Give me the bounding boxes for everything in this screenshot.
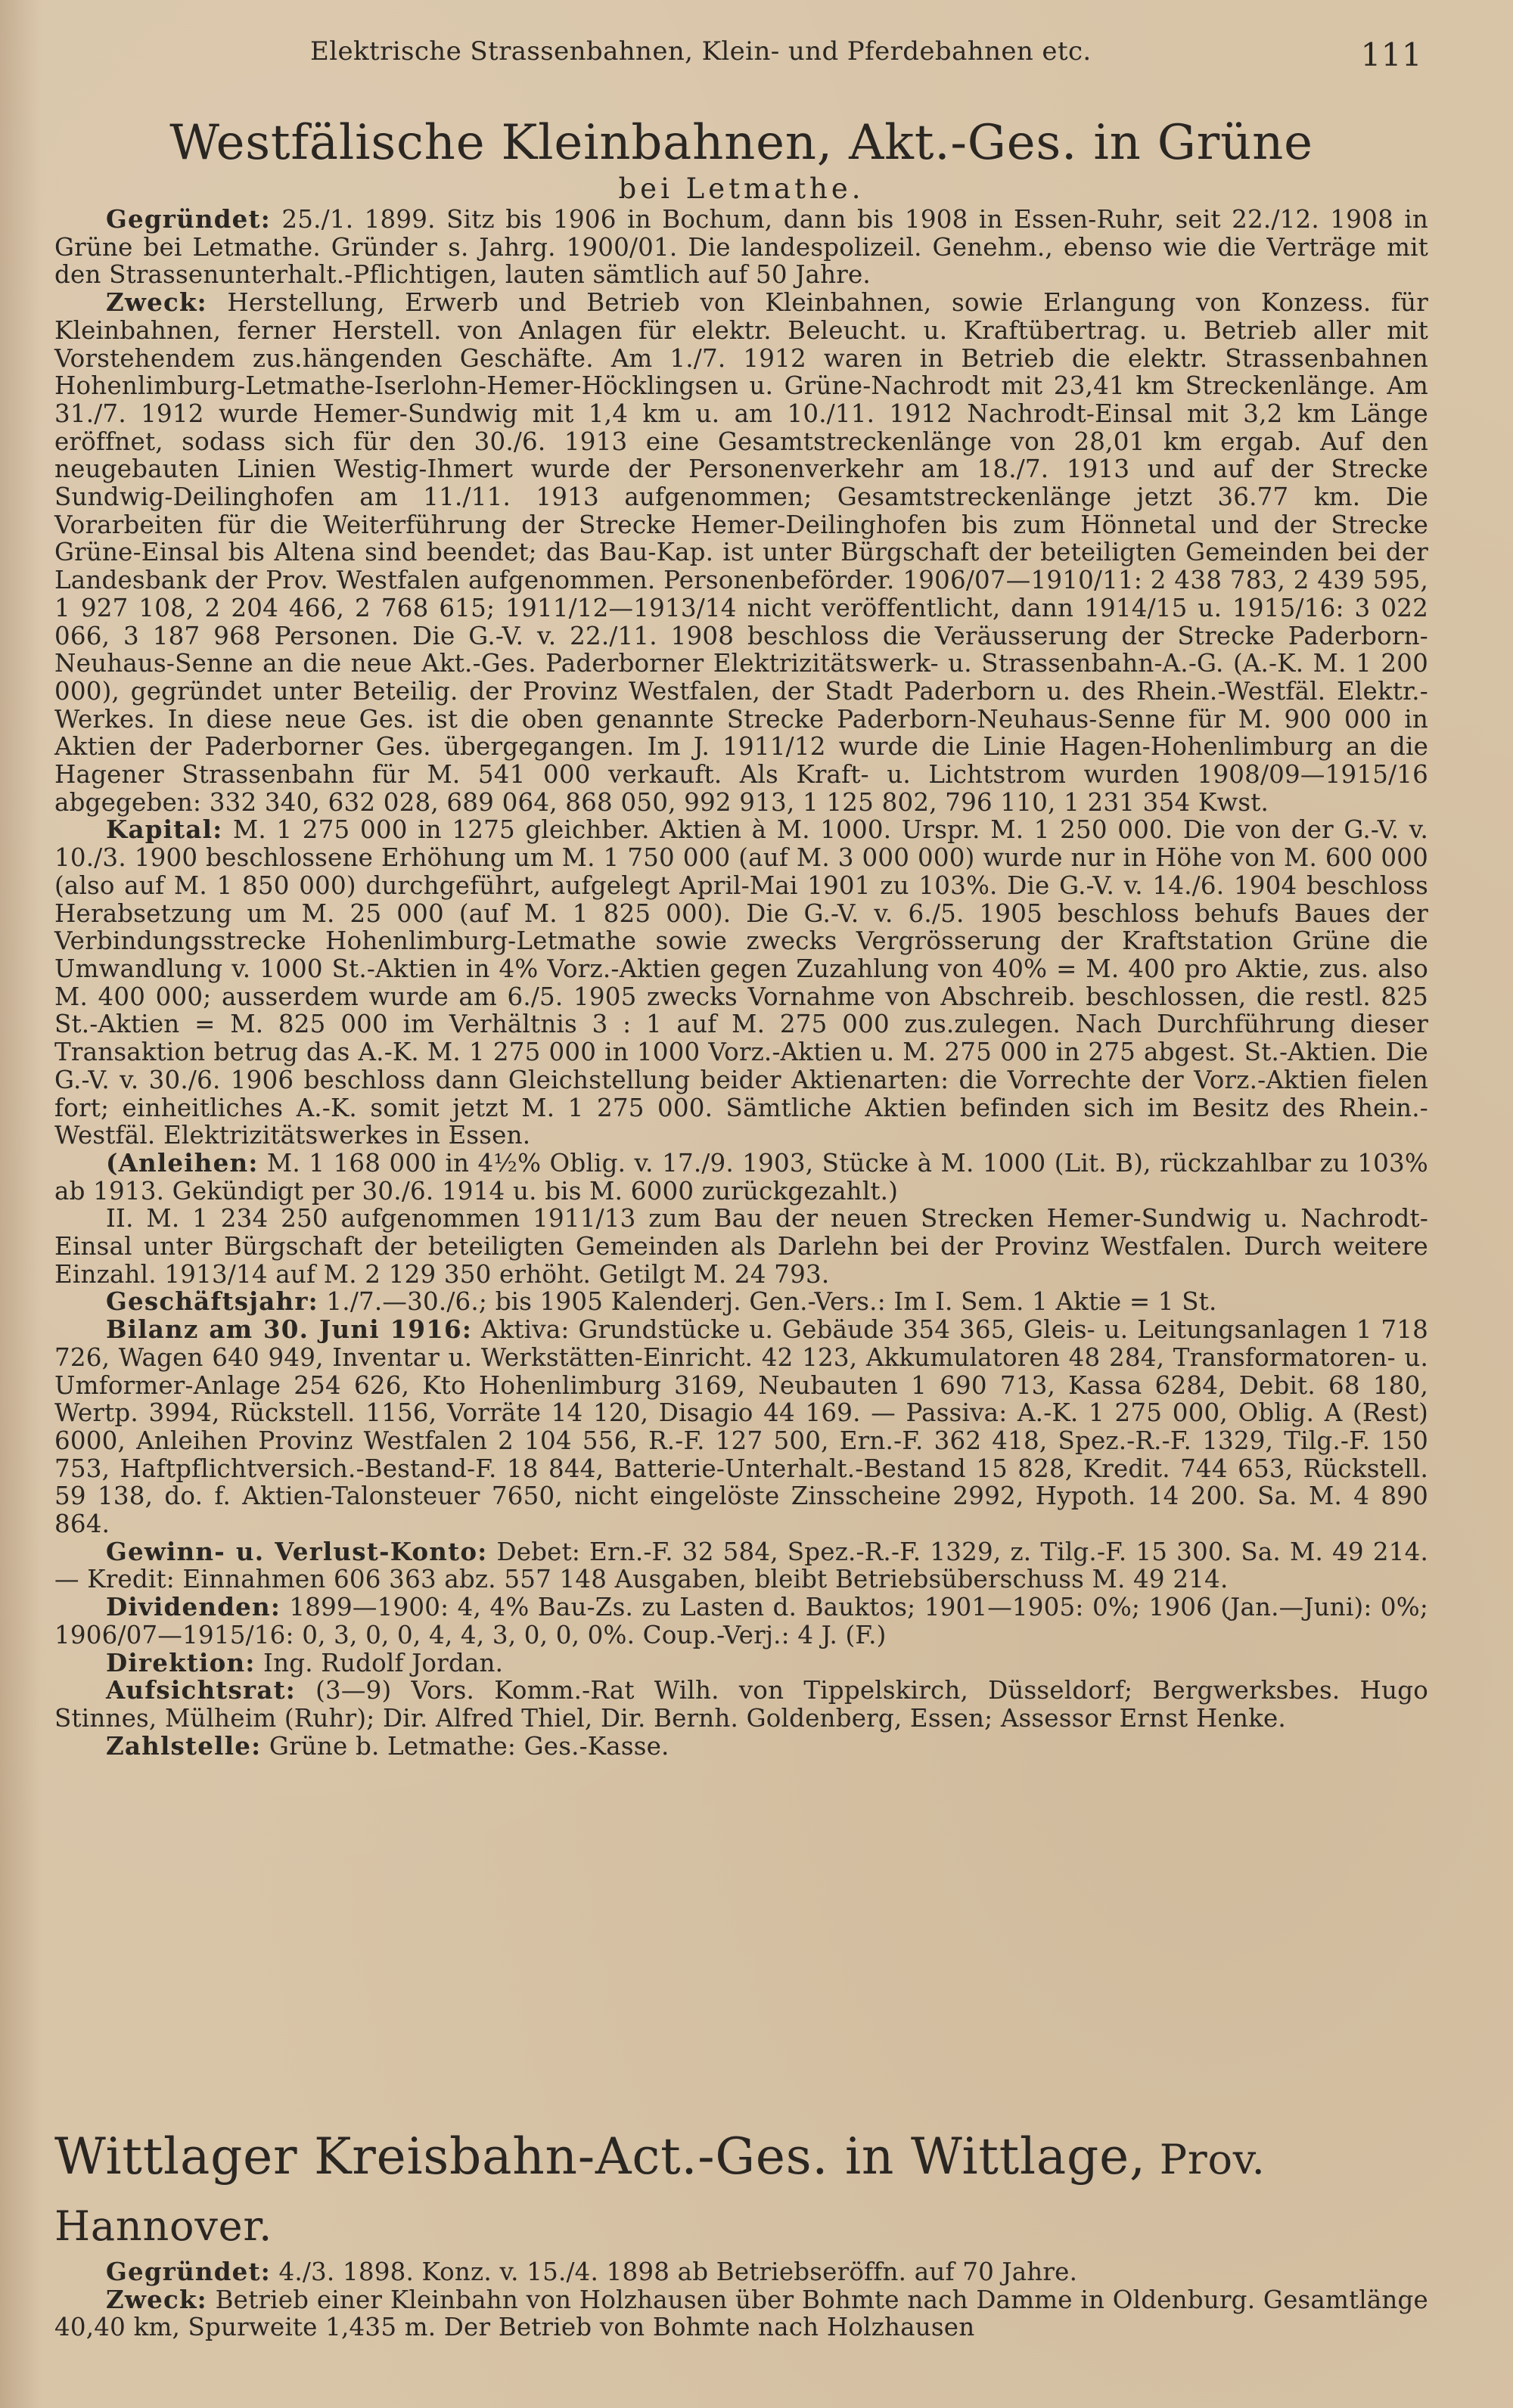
para-bilanz [54, 1316, 1428, 1538]
entry-title [54, 2125, 1428, 2258]
entry-title-suffix: Prov. Hannover. [54, 2136, 1266, 2250]
para-anleihen [54, 1147, 1428, 1206]
para-aufsichtsrat [54, 1677, 1428, 1732]
section-label: Zahlstelle: [106, 1730, 262, 1761]
section-text: (3—9) Vors. Komm.-Rat Wilh. von Tippelskirch, Düsseldorf; Bergwerksbes. Hugo Stinnes, Mülheim (Ruhr); Dir. Alfred Thiel, Dir. Bernh. Goldenberg, Essen; Assessor Ernst Henke. [54, 1676, 1428, 1733]
para-zahlstelle [54, 1730, 1428, 1761]
entry-subtitle: bei Letmathe. [618, 172, 865, 205]
section-label: (Anleihen: [106, 1147, 259, 1178]
section-text: Betrieb einer Kleinbahn von Holzhausen über Bohmte nach Damme in Oldenburg. Gesamtlänge 40,40 km, Spurweite 1,435 m. Der Betrieb von Bohmte nach Holzhausen [54, 2285, 1428, 2342]
para-zweck [54, 2286, 1428, 2341]
section-text: M. 1 168 000 in 4½% Oblig. v. 17./9. 1903, Stücke à M. 1000 (Lit. B), rückzahlbar zu 103% ab 1913. Gekündigt per 30./6. 1914 u. bis M. 6000 zurückgezahlt.) [54, 1148, 1428, 1206]
running-header [310, 36, 1445, 73]
section-label: Bilanz am 30. Juni 1916: [106, 1314, 473, 1345]
section-text: M. 1 275 000 in 1275 gleichber. Aktien à M. 1000. Urspr. M. 1 250 000. Die von der G.-V. v. 10./3. 1900 beschlossene Erhöhung um M. 1 750 000 (auf M. 3 000 000) wurde nur in Höhe von M. 600 000 (also auf M. 1 850 000) durchgeführt, aufgelegt April-Mai 1901 zu 103%. Die G.-V. v. 14./6. 1904 beschloss Herabsetzung um M. 25 000 (auf M. 1 825 000). Die G.-V. v. 6./5. 1905 beschloss behufs Baues der Verbindungsstrecke Hohenlimburg-Letmathe sowie zwecks Vergrösserung der Kraftstation Grüne die Umwandlung v. 1000 St.-Aktien in 4% Vorz.-Aktien gegen Zuzahlung von 40% = M. 400 pro Aktie, zus. also M. 400 000; ausserdem wurde am 6./5. 1905 zwecks Vornahme von Abschreib. beschlossen, die restl. 825 St.-Aktien = M. 825 000 im Verhältnis 3 : 1 auf M. 275 000 zus.zulegen. Nach Durchführung dieser Transaktion betrug das A.-K. M. 1 275 000 in 1000 Vorz.-Aktien u. M. 275 000 in 275 abgest. St.-Aktien. Die G.-V. v. 30./6. 1906 beschloss dann Gleichstellung beider Aktienarten: die Vorrechte der Vorz.-Aktien fielen fort; einheitliches A.-K. somit jetzt M. 1 275 000. Sämtliche Aktien befinden sich im Besitz des Rhein.-Westfäl. Elektrizitätswerkes in Essen. [54, 815, 1428, 1150]
entry-title-main: Wittlager Kreisbahn-Act.-Ges. in Wittlage, [54, 2127, 1146, 2186]
section-text: Aktiva: Grundstücke u. Gebäude 354 365, Gleis- u. Leitungsanlagen 1 718 726, Wagen 640 949, Inventar u. Werkstätten-Einricht. 42 123, Akkumulatoren 48 284, Transformatoren- u. Umformer-Anlage 254 626, Kto Hohenlimburg 3169, Neubauten 1 690 713, Kassa 6284, Debit. 68 180, Wertp. 3994, Rückstell. 1156, Vorräte 14 120, Disagio 44 169. — Passiva: A.-K. 1 275 000, Oblig. A (Rest) 6000, Anleihen Provinz Westfalen 2 104 556, R.-F. 127 500, Ern.-F. 362 418, Spez.-R.-F. 1329, Tilg.-F. 150 753, Haftpflichtversich.-Bestand-F. 18 844, Batterie-Unterhalt.-Bestand 15 828, Kredit. 744 653, Rückstell. 59 138, do. f. Aktien-Talonsteuer 7650, nicht eingelöste Zinsscheine 2992, Hypoth. 14 200. Sa. M. 4 890 864. [54, 1315, 1428, 1539]
section-text: 1./7.—30./6.; bis 1905 Kalenderj. Gen.-Vers.: Im I. Sem. 1 Aktie = 1 St. [318, 1287, 1217, 1317]
section-label: Gewinn- u. Verlust-Konto: [106, 1536, 488, 1566]
para-anleihe-ii [54, 1205, 1428, 1288]
para-gewinn-verlust [54, 1538, 1428, 1593]
section-label: Geschäftsjahr: [106, 1286, 318, 1317]
section-label: Kapital: [106, 815, 223, 845]
para-dividenden [54, 1593, 1428, 1649]
section-text: 4./3. 1898. Konz. v. 15./4. 1898 ab Betriebseröffn. auf 70 Jahre. [270, 2258, 1078, 2286]
section-label: Zweck: [106, 287, 207, 318]
para-direktion [54, 1649, 1428, 1677]
section-label: Gegründet: [106, 2257, 271, 2286]
running-title: Elektrische Strassenbahnen, Klein- und Pferdebahnen etc. [310, 36, 1092, 67]
para-zweck [54, 289, 1428, 816]
section-text: 1899—1900: 4, 4% Bau-Zs. zu Lasten d. Bauktos; 1901—1905: 0%; 1906 (Jan.—Juni): 0%; 1906/07—1915/16: 0, 3, 0, 0, 4, 4, 3, 0, 0, 0%. Coup.-Verj.: 4 J. (F.) [54, 1593, 1428, 1649]
section-text: Ing. Rudolf Jordan. [255, 1648, 504, 1677]
section-text: II. M. 1 234 250 aufgenommen 1911/13 zum Bau der neuen Strecken Hemer-Sundwig u. Nachrodt-Einsal unter Bürgschaft der beteiligten Gemeinden als Darlehn bei der Provinz Westfalen. Durch weitere Einzahl. 1913/14 auf M. 2 129 350 erhöht. Getilgt M. 24 793. [54, 1204, 1428, 1289]
section-label: Direktion: [106, 1647, 256, 1677]
section-label: Gegründet: [106, 204, 271, 234]
section-text: Grüne b. Letmathe: Ges.-Kasse. [261, 1731, 670, 1761]
section-text: Herstellung, Erwerb und Betrieb von Kleinbahnen, sowie Erlangung von Konzess. für Kleinbahnen, ferner Herstell. von Anlagen für elektr. Beleucht. u. Kraftübertrag. u. Betrieb aller mit Vorstehendem zus.hängenden Geschäfte. Am 1./7. 1912 waren in Betrieb die elektr. Strassenbahnen Hohenlimburg-Letmathe-Iserlohn-Hemer-Höcklingsen u. Grüne-Nachrodt mit 23,41 km Streckenlänge. Am 31./7. 1912 wurde Hemer-Sundwig mit 1,4 km u. am 10./11. 1912 Nachrodt-Einsal mit 3,2 km Länge eröffnet, sodass sich für den 30./6. 1913 eine Gesamtstreckenlänge von 28,01 km ergab. Auf den neugebauten Linien Westig-Ihmert wurde der Personenverkehr am 18./7. 1913 und auf der Strecke Sundwig-Deilinghofen am 11./11. 1913 aufgenommen; Gesamtstreckenlänge jetzt 36.77 km. Die Vorarbeiten für die Weiterführung der Strecke Hemer-Deilinghofen bis zum Hönnetal und der Strecke Grüne-Einsal bis Altena sind beendet; das Bau-Kap. ist unter Bürgschaft der beteiligten Gemeinden bei der Landesbank der Prov. Westfalen aufgenommen. Personenbeförder. 1906/07—1910/11: 2 438 783, 2 439 595, 1 927 108, 2 204 466, 2 768 615; 1911/12—1913/14 nicht veröffentlicht, dann 1914/15 u. 1915/16: 3 022 066, 3 187 968 Personen. Die G.-V. v. 22./11. 1908 beschloss die Veräusserung der Strecke Paderborn-Neuhaus-Senne an die neue Akt.-Ges. Paderborner Elektrizitätswerk- u. Strassenbahn-A.-G. (A.-K. M. 1 200 000), gegründet unter Beteilig. der Provinz Westfalen, der Stadt Paderborn u. des Rhein.-Westfäl. Elektr.-Werkes. In diese neue Ges. ist die oben genannte Strecke Paderborn-Neuhaus-Senne für M. 900 000 in Aktien der Paderborner Ges. übergegangen. Im J. 1911/12 wurde die Linie Hagen-Hohenlimburg an die Hagener Strassenbahn für M. 541 000 verkauft. Als Kraft- u. Lichtstrom wurden 1908/09—1915/16 abgegeben: 332 340, 632 028, 689 064, 868 050, 992 913, 1 125 802, 796 110, 1 231 354 Kwst. [54, 288, 1428, 817]
section-label: Aufsichtsrat: [106, 1675, 296, 1705]
section-text: Debet: Ern.-F. 32 584, Spez.-R.-F. 1329, z. Tilg.-F. 15 300. Sa. M. 49 214. — Kredit: Einnahmen 606 363 abz. 557 148 Ausgaben, bleibt Betriebsüberschuss M. 49 214. [54, 1537, 1428, 1594]
para-gegruendet [54, 206, 1428, 289]
section-text: 25./1. 1899. Sitz bis 1906 in Bochum, dann bis 1908 in Essen-Ruhr, seit 22./12. 1908 in Grüne bei Letmathe. Gründer s. Jahrg. 1900/01. Die landespolizeil. Genehm., ebenso wie die Verträge mit den Strassenunterhalt.-Pflichtigen, lauten sämtlich auf 50 Jahre. [54, 205, 1428, 290]
para-geschaeftsjahr [54, 1288, 1428, 1316]
para-gegruendet [54, 2258, 1428, 2286]
page-number: 111 [1360, 36, 1422, 73]
section-label: Dividenden: [106, 1592, 281, 1622]
section-label: Zweck: [106, 2284, 207, 2314]
entry-title: Westfälische Kleinbahnen, Akt.-Ges. in Grüne [169, 115, 1313, 171]
entry-westfaelische-kleinbahnen [54, 113, 1428, 1760]
entry-wittlager-kreisbahn [54, 2125, 1428, 2341]
para-kapital [54, 816, 1428, 1149]
